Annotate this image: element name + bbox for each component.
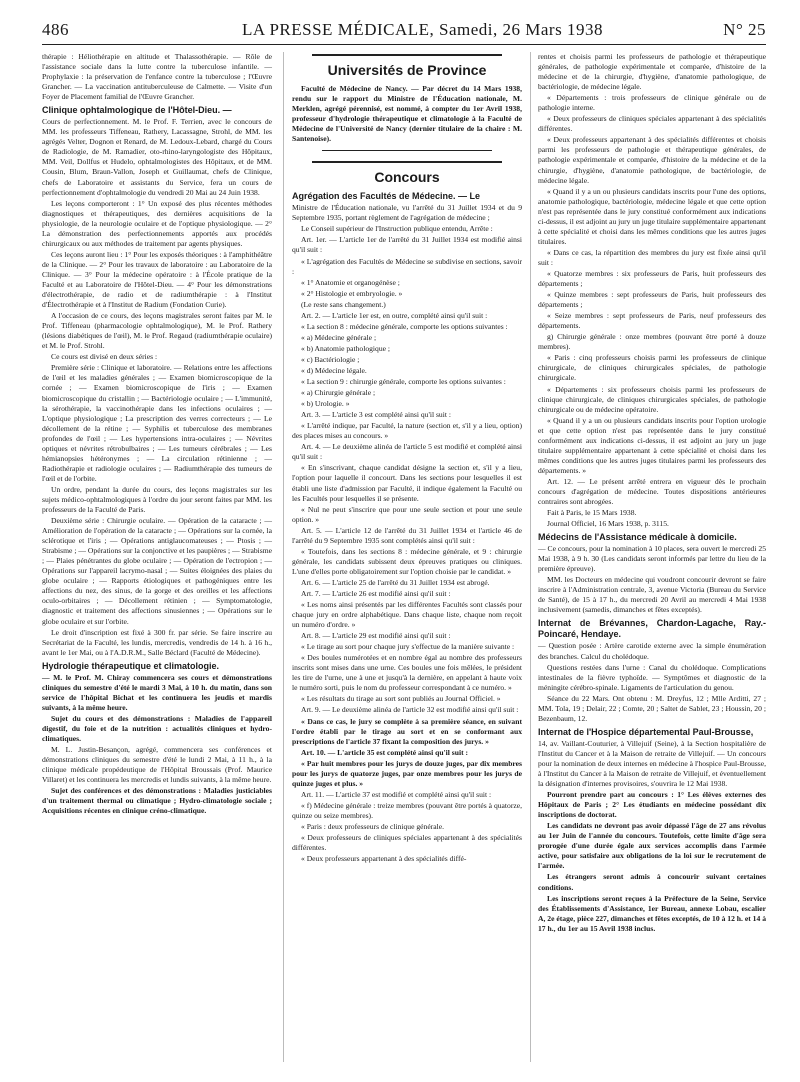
paragraph: Cours de perfectionnement. M. le Prof. F. Terrien, avec le concours de MM. les professeurs Tiffeneau, Rathery, Lacassagne, Strohl, de MM. les agrégés Velter, Dognon et Renard, de M. Ledoux-Lebard, chargé du Cours de Radiologie, de M. Ramadier, oto-rhino-laryngologiste des Hôpitaux, MM. Veil, Dollfus et Hudelo, ophtalmologistes des Hôpitaux, et de MM. Cousin, Blum, Braun-Vallon, Joseph et Guillaumat, chefs de Clinique, chefs de Laboratoire et assistants du Service, fera un cours de perfectionnement d'ophtalmologie du vendredi 20 Mai au 24 Juin 1938. [42,117,272,197]
column-middle [292,52,522,865]
paragraph: « a) Médecine générale ; [301,332,377,342]
paragraph: Les étrangers seront admis à concourir suivant certaines conditions. [538,872,766,892]
paragraph: Le droit d'inscription est fixé à 300 fr. par série. Se faire inscrire au Secrétariat de la Faculté, les lundis, mercredis, vendredis de 14 h. à 16 h., avant le 1er Mai, ou à l'A.D.R.M., Salle Béclard (Faculté de Médecine). [42,627,272,657]
paragraph: Première série : Clinique et laboratoire. — Relations entre les affections de l'œil et les maladies générales ; — Examen biomicroscopique de la cornée ; — Examen biomicroscopique de l'iris ; — Examen biomicroscopique du cristallin ; — Bactériologie oculaire ; — L'immunité, la sérothérapie, la vaccinothérapie dans les infections oculaires ; — L'optique physiologique ; La prescription des verres correcteurs ; — Le décollement de la rétine ; — Syphilis et tuberculose des membranes profondes de l'œil ; — Les hypertensions intra-oculaires ; — Névrites optiques et névrites rétrobulbaires ; — Les tumeurs cérébrales ; — Les hémianopsies hétéronymes ; — La circulation rétinienne ; — Radiothérapie et radiologie oculaires ; — Radiumthérapie des tumeurs de l'œil et de l'orbite. [42,363,272,483]
paragraph: Séance du 22 Mars. Ont obtenu : M. Dreyfus, 12 ; Mlle Arditti, 27 ; MM. Tola, 19 ; Delair, 22 ; Comte, 20 ; Saltet de Sablet, 23 ; Houssin, 20 ; Bezenbaum, 12. [538,693,766,723]
paragraph: « L'arrêté indique, par Faculté, la nature (section et, s'il y a lieu, option) des places mises au concours. » [292,421,522,441]
paragraph: Ce cours est divisé en deux séries : [51,352,158,362]
paragraph: « b) Urologie. » [301,399,350,409]
column-left [42,52,272,817]
paragraph: « Seize membres : sept professeurs de Paris, neuf professeurs des départements. [538,311,766,331]
paragraph: Art. 9. — Le deuxième alinéa de l'article 32 est modifié ainsi qu'il suit : [301,705,519,715]
paragraph: 14, av. Vaillant-Couturier, à Villejuif (Seine), à la Section hospitalière de l'Institut du Cancer et à la Maison de retraite de Villejuif. — Un concours pour la nomination de deux internes en médecine à l'hospice Paul-Brousse, à l'Institut du Cancer à la Maison de retraite de Villejuif, et éventuellement la désignation d'internes provisoires, s'ouvrira le 12 Mai 1938. [538,738,766,789]
article-heading: Internat de Brévannes, Chardon-Lagache, Ray.-Poincaré, Hendaye. [538,618,766,640]
paragraph: Ministre de l'Éducation nationale, vu l'arrêté du 31 Juillet 1934 et du 9 Septembre 1935, portant règlement de l'agrégation de médecine ; [292,203,522,223]
paragraph: « f) Médecine générale : treize membres (pouvant être portés à quatorze, quinze ou seize membres). [292,800,522,820]
paragraph: Les candidats ne devront pas avoir dépassé l'âge de 27 ans révolus au 1er Juin de l'année du concours. Toutefois, cette limite d'âge sera prorogée d'une durée égale aux services accomplis dans l'armée active, pour satisfaire aux obligations de la loi sur le recrutement de l'armée. [538,821,766,871]
paragraph: « Les résultats du tirage au sort sont publiés au Journal Officiel. » [301,694,501,704]
paragraph: A l'occasion de ce cours, des leçons magistrales seront faites par M. le Prof. Tiffeneau (pharmacologie ophtalmologique), M. le Prof. Rathery (lésions diabétiques de l'œil), M. le Prof. Regaud (radiumthérapie oculaire) et M. le Prof. Strohl. [42,311,272,351]
paragraph: Sujet des conférences et des démonstrations : Maladies justiciables d'un traitement thermal ou climatique ; Hydro-climatologie sociale ; Acquisitions récentes en clinique créno-climatique. [42,786,272,816]
paragraph: « La section 9 : chirurgie générale, comporte les options suivantes : [301,377,506,387]
paragraph: « d) Médecine légale. [301,365,367,375]
section-rule [322,150,492,151]
paragraph: — M. le Prof. M. Chiray commencera ses cours et démonstrations cliniques du semestre d'été le mardi 3 Mai, à 10 h. du matin, dans son service de l'hôpital Bichat et les continuera les jeudis et mardis suivants, à la même heure. [42,672,272,712]
paragraph: « Paris : deux professeurs de clinique générale. [301,822,444,831]
paragraph: « Quand il y a un ou plusieurs candidats inscrits pour l'une des options, anatomie pathologique, bactériologie, médecine légale et que cette option n'est pas représentée dans le jury constitué conformément aux indications ci-dessus, il est adjoint au jury un juge titulaire supplémentaire appartenant à cette spécialité et choisi dans les mêmes conditions que les autres juges titulaires. [538,186,766,246]
paragraph: Fait à Paris, le 15 Mars 1938. [547,508,637,518]
paragraph: « Paris : cinq professeurs choisis parmi les professeurs de clinique chirurgicale, de cliniques chirurgicales spéciales, de pathologie chirurgicale. [538,353,766,383]
paragraph: « Quand il y a un ou plusieurs candidats inscrits pour l'option urologie et que cette option n'est pas représentée dans le jury constitué conformément aux indications ci-dessus, il est adjoint au jury un juge titulaire supplémentaire appartenant à cette spécialité et choisi dans les mêmes conditions que les autres juges titulaires parmi les professeurs des départements. » [538,415,766,475]
paragraph: « Deux professeurs appartenant à des spécialités différentes et choisis parmi les professeurs de pathologie et thérapeutique générales, de pathologie expérimentale et comparée, d'histoire de la médecine et de la chirurgie, d'hygiène, d'anatomie pathologique, de bactériologie, de médecine légale. [538,135,766,185]
paragraph: « a) Chirurgie générale ; [301,388,376,398]
paragraph: Art. 12. — Le présent arrêté entrera en vigueur dès le prochain concours d'agrégation de médecine. Toutes dispositions antérieures contraires sont abrogées. [538,476,766,507]
journal-title: LA PRESSE MÉDICALE, Samedi, 26 Mars 1938 [242,20,603,39]
paragraph: Art. 8. — L'article 29 est modifié ainsi qu'il suit : [301,631,451,641]
paragraph: rentes et choisis parmi les professeurs de pathologie et thérapeutique générales, de pathologie expérimentale et comparée, d'histoire de la médecine et de la chirurgie, d'hygiène, d'anatomie pathologique, de bactériologie, de médecine légale. [538,52,766,92]
paragraph: « La section 8 : médecine générale, comporte les options suivantes : [301,321,508,331]
paragraph: « Quinze membres : sept professeurs de Paris, huit professeurs des départements ; [538,290,766,310]
paragraph: g) Chirurgie générale : onze membres (pouvant être porté à douze membres). [538,332,766,352]
page-header [42,20,766,45]
paragraph: Art. 10. — L'article 35 est complété ainsi qu'il suit : [301,747,469,757]
paragraph: Les inscriptions seront reçues à la Préfecture de la Seine, Service des Établissements d'Assistance, 1er Bureau, annexe Lobau, escalier A, 2e étage, pièce 227, dimanches et fêtes exceptés, de 10 à 12 h. et 14 à 17 h., du 1er au 15 Avril 1938 inclus. [538,893,766,933]
article-heading: Hydrologie thérapeutique et climatologie. [42,660,220,671]
paragraph: « 2° Histologie et embryologie. » [301,288,403,298]
paragraph: « En s'inscrivant, chaque candidat désigne la section et, s'il y a lieu, l'option pour laquelle il concourt. Dans les sections pour lesquelles il est établi une liste d'admission par Faculté, il indique également la Faculté ou les Facultés pour lesquelles il se présente. [292,463,522,503]
paragraph: Art. 5. — L'article 12 de l'arrêté du 31 Juillet 1934 et l'article 46 de l'arrêté du 9 Septembre 1935 sont complétés ainsi qu'il suit : [292,525,522,545]
paragraph: « Départements : trois professeurs de clinique générale ou de pathologie interne. [538,93,766,113]
paragraph: Le Conseil supérieur de l'Instruction publique entendu, Arrête : [301,224,493,234]
article-heading: Agrégation des Facultés de Médecine. — Le [292,191,481,202]
column-right [538,52,766,935]
paragraph: « b) Anatomie pathologique ; [301,343,391,353]
paragraph: « Des boules numérotées et en nombre égal au nombre des professeurs inscrits sont mises dans une urne. Ces boules une fois mêlées, le président les tire de l'urne, une à une et jusqu'à la dernière, en appelant à haute voix le numéro sorti, puis le nom du professeur correspondant à ce numéro. » [292,653,522,693]
paragraph: Art. 7. — L'article 26 est modifié ainsi qu'il suit : [301,588,451,598]
paragraph: Art. 2. — L'article 1er est, en outre, complété ainsi qu'il suit : [301,310,488,320]
paragraph: « 1° Anatomie et organogénèse ; [301,277,400,287]
paragraph: thérapie : Héliothérapie en altitude et Thalassothérapie. — Rôle de l'assistance sociale dans la lutte contre la tuberculose infantile. — Prophylaxie : la préservation de l'enfance contre la tuberculose ; l'Œuvre Grancher. — La vaccination antituberculeuse de Calmette. — Visite d'un Foyer de Placement familial de l'Œuvre Grancher. [42,52,272,102]
paragraph: Questions restées dans l'urne : Canal du cholédoque. Complications intestinales de la fièvre typhoïde. — Symptômes et diagnostic de la méningite cérébro-spinale. Ligaments de l'articulation du genou. [538,662,766,692]
paragraph: Un ordre, pendant la durée du cours, des leçons magistrales sur les sujets médico-ophtalmologiques à l'ordre du jour seront faites par MM. les professeurs de la Faculté de Paris. [42,484,272,515]
article-heading: Clinique ophtalmologique de l'Hôtel-Dieu. — [42,105,232,116]
paragraph: « Le tirage au sort pour chaque jury s'effectue de la manière suivante : [301,642,515,652]
paragraph: « L'agrégation des Facultés de Médecine se subdivise en sections, savoir : [292,256,522,276]
section-universites-body [292,84,522,144]
section-rule [312,54,502,56]
paragraph: « Les noms ainsi présentés par les différentes Facultés sont classés pour chaque jury en ordre alphabétique. Dans chaque liste, chaque nom reçoit un numéro d'ordre. » [292,600,522,630]
paragraph: — Question posée : Artère carotide externe avec la simple énumération des branches. Calcul du cholédoque. [538,641,766,661]
paragraph: Art. 6. — L'article 25 de l'arrêté du 31 Juillet 1934 est abrogé. [301,577,490,587]
section-concours-body [292,191,522,864]
section-title-concours: Concours [374,169,440,186]
paragraph: « Nul ne peut s'inscrire que pour une seule section et pour une seule option. » [292,504,522,524]
column-divider [283,52,284,1062]
article-heading: Internat de l'Hospice départemental Paul-Brousse, [538,726,754,737]
paragraph: Pourront prendre part au concours : 1° Les élèves externes des Hôpitaux de Paris ; 2° Les étudiants en médecine possédant dix inscriptions de doctorat. [538,790,766,820]
paragraph: « Départements : six professeurs choisis parmi les professeurs de clinique chirurgicale, de cliniques chirurgicales spéciales, de pathologie chirurgicale ou de médecine opératoire. [538,384,766,414]
paragraph: Deuxième série : Chirurgie oculaire. — Opération de la cataracte ; — Amélioration de l'opération de la cataracte ; — Opérations sur la cornée, la sclérotique et l'iris ; — Opérations antiglaucomateuses ; — Ptosis ; — Strabisme ; — Opérations sur la conjonctive et les paupières ; — Strabisme ; — Plaies pénétrantes du globe oculaire ; — Opération de l'ectropion ; — Opérations sur l'appareil lacrymo-nasal ; — Suites éloignées des plaies du globe oculaire ; — Rapports étiologiques et pathogéniques entre les affections du nez, des sinus, de la gorge et des oreilles et les affections oculo-orbitaires ; — Décollement rétinien ; — Symptomatologie, diagnostic et traitement des affections sinusiennes ; — Opérations sur le globe oculaire et sur l'orbite. [42,516,272,626]
paragraph: M. L. Justin-Besançon, agrégé, commencera ses conférences et démonstrations cliniques du semestre d'été le lundi 2 Mai, à 11 h., à la clinique médicale propédeutique de l'Hôpital Broussais (Prof. Maurice Villaret) et les continuera les mercredis et lundis suivants, à la même heure. [42,745,272,785]
paragraph: Art. 11. — L'article 37 est modifié et complété ainsi qu'il suit : [301,789,492,799]
paragraph: « Dans ce cas, le jury se complète à sa première séance, en suivant l'ordre établi par le tirage au sort et en se conformant aux prescriptions de l'article 37 fixant la composition des jurys. » [292,716,522,746]
paragraph: (Le reste sans changement.) [301,299,386,309]
issue-number: N° 25 [723,20,766,39]
paragraph: « Deux professeurs appartenant à des spécialités diffé- [301,854,467,864]
paragraph: « Toutefois, dans les sections 8 : médecine générale, et 9 : chirurgie générale, les candidats subissent deux épreuves pratiques ou cliniques. L'une d'elles porte obligatoirement sur l'option choisie par le candidat. » [292,546,522,576]
paragraph: MM. les Docteurs en médecine qui voudront concourir devront se faire inscrire à l'Administration centrale, 3, avenue Victoria (Bureau du Service de Santé), de 15 à 17 h., du mercredi 20 Avril au mercredi 4 Mai 1938 inclusivement (samedis, dimanches et fêtes exceptés). [538,575,766,615]
section-rule [312,161,502,163]
paragraph: « c) Bactériologie ; [301,354,360,364]
paragraph: Sujet du cours et des démonstrations : Maladies de l'appareil digestif, du foie et de la nutrition : actualités cliniques et hydro-climatiques. [42,713,272,743]
paragraph: Art. 3. — L'article 3 est complété ainsi qu'il suit : [301,410,451,420]
paragraph: « Par huit membres pour les jurys de douze juges, par dix membres pour les jurys de quatorze juges, par onze membres pour les jurys de quinze juges et plus. » [292,758,522,788]
column-divider [530,52,531,1062]
paragraph: « Deux professeurs de cliniques spéciales appartenant à des spécialités différentes. [538,114,766,134]
article-heading: Médecins de l'Assistance médicale à domicile. [538,532,737,543]
paragraph: « Deux professeurs de cliniques spéciales appartenant à des spécialités différentes. [292,833,522,853]
section-title-universites: Universités de Province [327,62,487,78]
paragraph: Journal Officiel, 16 Mars 1938, p. 3115. [547,519,669,529]
paragraph: Art. 4. — Le deuxième alinéa de l'article 5 est modifié et complété ainsi qu'il suit : [292,442,522,462]
paragraph: Faculté de Médecine de Nancy. — Par décret du 14 Mars 1938, rendu sur le rapport du Ministre de l'Éducation nationale, M. Merklen, agrégé pérennisé, est nommé, à compter du 1er Avril 1938, professeur d'hydrologie thérapeutique et climatologie à la Faculté de Médecine de l'Université de Nancy (dernier titulaire de la chaire : M. Santenoise). [292,84,522,144]
paragraph: Art. 1er. — L'article 1er de l'arrêté du 31 Juillet 1934 est modifié ainsi qu'il suit : [292,235,522,255]
paragraph: — Ce concours, pour la nomination à 10 places, sera ouvert le mercredi 25 Mai 1938, à 9 h. 30 (Les candidats seront informés par lettre du lieu de la première épreuve). [538,544,766,574]
paragraph: Les leçons comporteront : 1° Un exposé des plus récentes méthodes diagnostiques et thérapeutiques, des dernières acquisitions de la physiologie, de la neurologie oculaire et de l'optique physiologique. — 2° La démonstration des perfectionnements apportés aux procédés chirurgicaux ou aux méthodes de traitement par agents physiques. [42,198,272,248]
paragraph: « Dans ce cas, la répartition des membres du jury est fixée ainsi qu'il suit : [538,247,766,267]
paragraph: Ces leçons auront lieu : 1° Pour les exposés théoriques : à l'amphithéâtre de la Clinique. — 2° Pour les travaux de laboratoire : au Laboratoire de la Clinique. — 3° Pour la médecine opératoire : à l'École pratique de la Faculté et au Laboratoire de l'Hôtel-Dieu. — 4° Pour les démonstrations d'électrothérapie, de radio et de radiumthérapie : à l'Institut d'Électrothérapie et à l'Institut de Radium (Fondation Curie). [42,249,272,310]
page-number: 486 [42,20,69,39]
paragraph: « Quatorze membres : six professeurs de Paris, huit professeurs des départements ; [538,268,766,289]
